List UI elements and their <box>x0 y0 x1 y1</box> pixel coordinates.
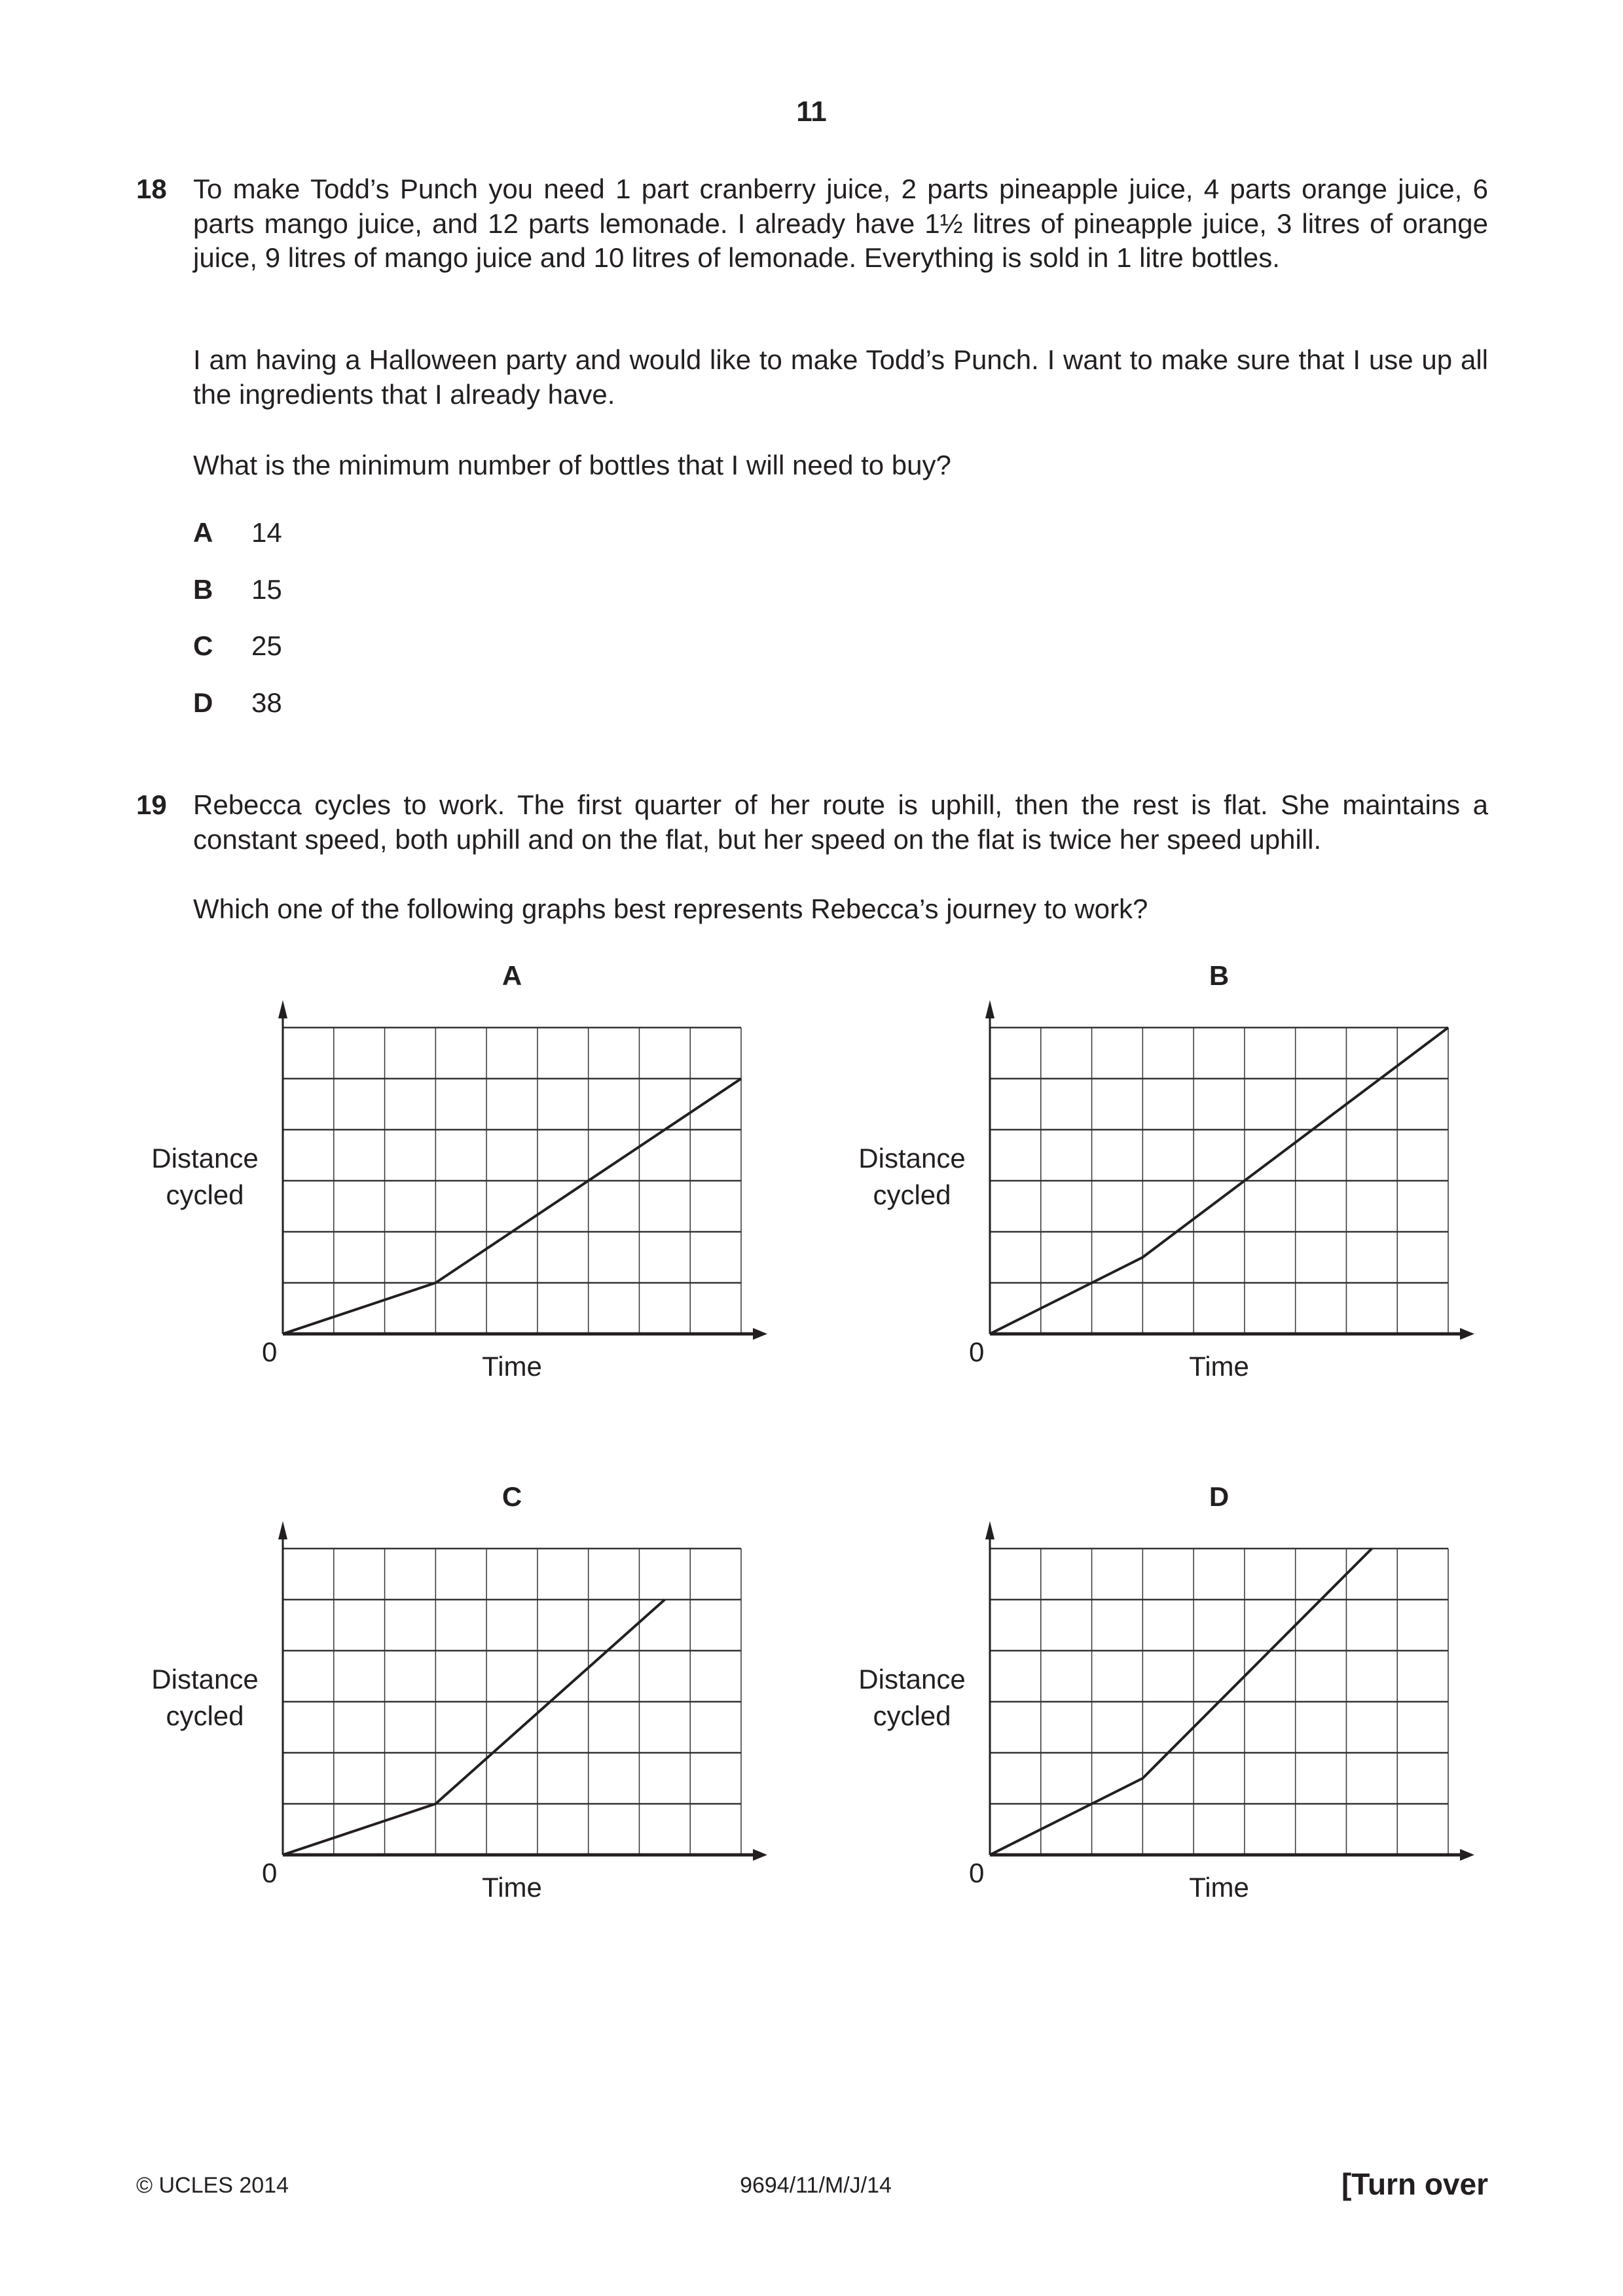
x-axis-label: Time <box>482 1351 542 1382</box>
x-axis-label: Time <box>1189 1872 1249 1903</box>
option-value: 38 <box>251 687 282 718</box>
origin-label: 0 <box>262 1857 278 1888</box>
graph-title: D <box>1209 1481 1230 1512</box>
option-letter: B <box>193 574 213 605</box>
distance-time-line <box>283 1600 665 1855</box>
y-axis-arrow-icon <box>278 1000 287 1018</box>
x-axis-label: Time <box>482 1872 542 1903</box>
graph-title: A <box>501 960 522 991</box>
origin-label: 0 <box>262 1336 278 1367</box>
question-19-number: 19 <box>136 789 167 820</box>
question-18-number: 18 <box>136 173 167 204</box>
graph-title: C <box>501 1481 522 1512</box>
origin-label: 0 <box>969 1857 985 1888</box>
graph-C <box>283 1522 780 1868</box>
y-axis-label: Distance cycled <box>151 1143 259 1210</box>
distance-time-line <box>283 1079 741 1334</box>
y-axis-label: Distance cycled <box>858 1664 966 1731</box>
option-value: 15 <box>251 574 282 605</box>
x-axis-label: Time <box>1189 1351 1249 1382</box>
x-axis-arrow-icon <box>1460 1328 1474 1340</box>
graph-title: B <box>1209 960 1230 991</box>
option-value: 14 <box>251 517 282 548</box>
graph-B <box>990 1001 1487 1347</box>
option-value: 25 <box>251 630 282 661</box>
graph-D <box>990 1522 1487 1868</box>
question-18-prompt: What is the minimum number of bottles that I will need to buy? <box>193 450 951 480</box>
option-letter: A <box>193 517 213 548</box>
question-18-paragraph-1: To make Todd’s Punch you need 1 part cranberry juice, 2 parts pineapple juice, 4 parts orange juice, 6 parts mango juice, and 12 parts lemonade. I already have 1½ litres of pineapple juice, 3 litres of orange juice, 9 litres of mango juice and 10 litres of lemonade. Everything is sold in 1 litre bottles. <box>193 173 1488 273</box>
option-letter: D <box>193 687 213 718</box>
y-axis-label: Distance cycled <box>151 1664 259 1731</box>
y-axis-arrow-icon <box>985 1521 994 1539</box>
footer-turn-over: [Turn over <box>1341 2167 1488 2201</box>
footer-paper-code: 9694/11/M/J/14 <box>740 2173 892 2198</box>
question-19-prompt: Which one of the following graphs best represents Rebecca’s journey to work? <box>193 893 1148 924</box>
origin-label: 0 <box>969 1336 985 1367</box>
page-number: 11 <box>796 96 827 128</box>
y-axis-arrow-icon <box>278 1521 287 1539</box>
question-19-paragraph-1: Rebecca cycles to work. The first quarter of her route is uphill, then the rest is flat. She maintains a constant speed, both uphill and on the flat, but her speed on the flat is twice her speed uphill. <box>193 789 1488 855</box>
option-letter: C <box>193 630 213 661</box>
question-18-paragraph-2: I am having a Halloween party and would like to make Todd’s Punch. I want to make sure that I use up all the ingredients that I already have. <box>193 344 1488 410</box>
x-axis-arrow-icon <box>1460 1849 1474 1861</box>
y-axis-arrow-icon <box>985 1000 994 1018</box>
y-axis-label: Distance cycled <box>858 1143 966 1210</box>
x-axis-arrow-icon <box>753 1328 767 1340</box>
footer-copyright: © UCLES 2014 <box>136 2173 289 2198</box>
graph-A <box>283 1001 780 1347</box>
x-axis-arrow-icon <box>753 1849 767 1861</box>
